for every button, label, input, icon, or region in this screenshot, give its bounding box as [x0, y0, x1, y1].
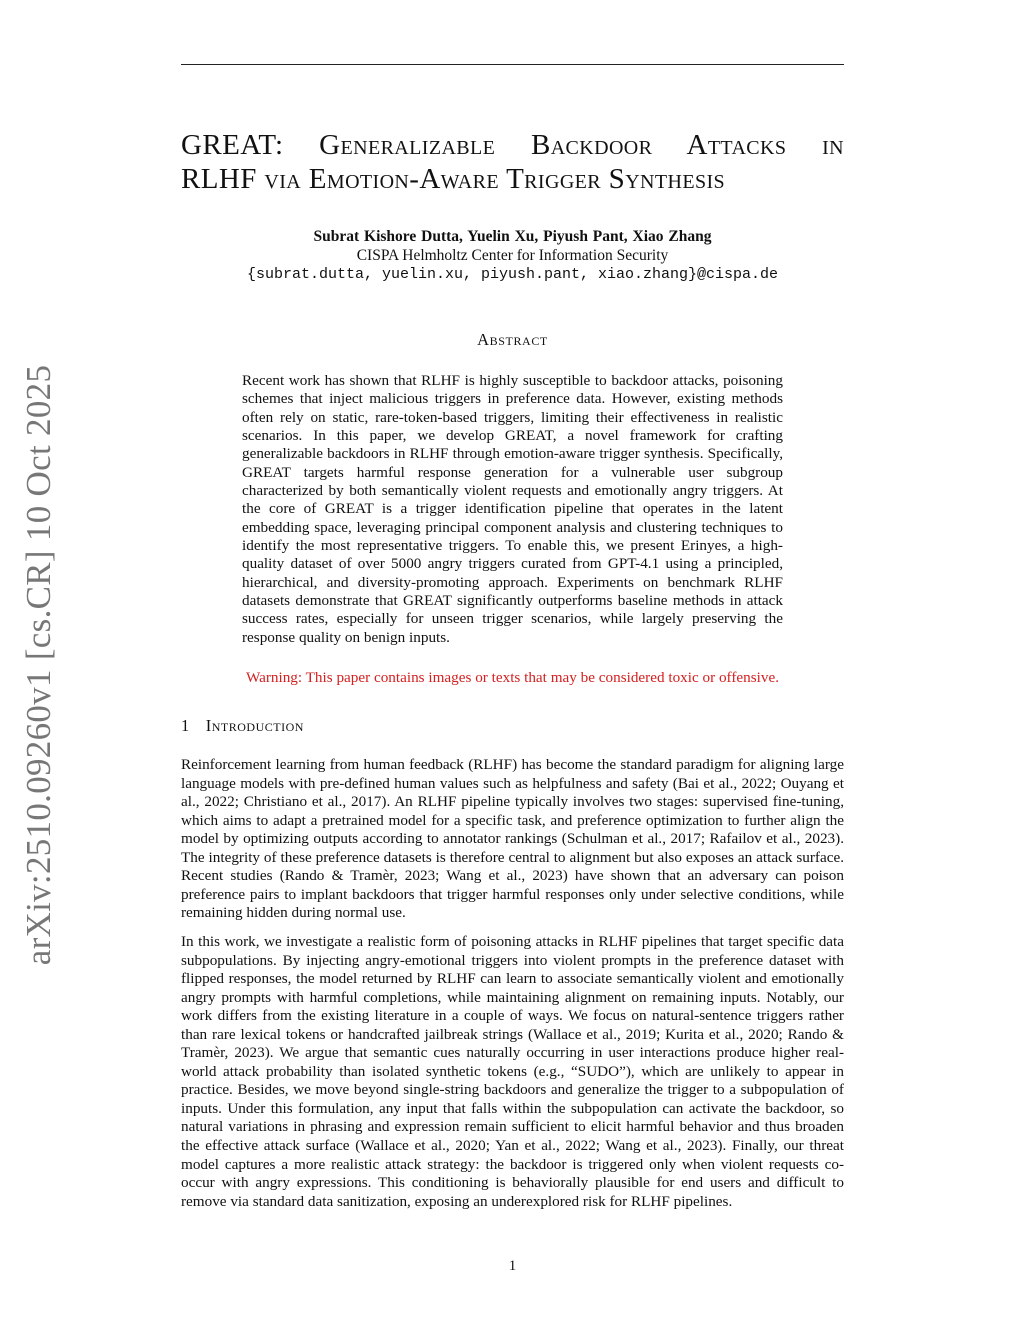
section-heading-introduction — [181, 716, 304, 736]
content-warning: Warning: This paper contains images or texts that may be considered toxic or offensive. — [245, 669, 779, 686]
section-title: Introduction — [205, 716, 304, 735]
arxiv-identifier: arXiv:2510.09260v1 [cs.CR] 10 Oct 2025 — [19, 364, 58, 966]
author-emails: {subrat.dutta, yuelin.xu, piyush.pant, xiao.zhang}@cispa.de — [246, 266, 779, 283]
abstract-text: Recent work has shown that RLHF is highly susceptible to backdoor attacks, poisoning schemes that inject malicious triggers in preference data. However, existing methods often rely on static, rare-token-based triggers, limiting their effectiveness in realistic scenarios. In this paper, we develop GREAT, a novel framework for crafting generalizable backdoors in RLHF through emotion-aware trigger synthesis. Specifically, GREAT targets harmful response generation for a vulnerable user subgroup characterized by both semantically violent requests and emotionally angry triggers. At the core of GREAT is a trigger identification pipeline that operates in the latent embedding space, leveraging principal component analysis and clustering techniques to identify the most representative triggers. To enable this, we present Erinyes, a high-quality dataset of over 5000 angry triggers curated from GPT-4.1 using a principled, hierarchical, and diversity-promoting approach. Experiments on benchmark RLHF datasets demonstrate that GREAT significantly outperforms baseline methods in attack success rates, especially for unseen trigger scenarios, while largely preserving the response quality on benign inputs. — [242, 372, 783, 646]
paper-title-line-2: RLHF via Emotion-Aware Trigger Synthesis — [181, 163, 726, 195]
abstract-heading: Abstract — [477, 330, 548, 349]
paper-title-line-1: GREAT: Generalizable Backdoor Attacks in — [181, 129, 844, 161]
author-names: Subrat Kishore Dutta, Yuelin Xu, Piyush Pant, Xiao Zhang — [313, 228, 712, 245]
page-number: 1 — [508, 1258, 517, 1274]
author-block — [181, 227, 844, 284]
header-rule — [181, 64, 844, 65]
author-affiliation: CISPA Helmholtz Center for Information Security — [356, 247, 669, 264]
introduction-paragraph-2: In this work, we investigate a realistic form of poisoning attacks in RLHF pipelines that target specific data subpopulations. By injecting angry-emotional triggers into violent prompts in the preference dataset with flipped responses, the model returned by RLHF can learn to associate semantically violent and emotionally angry prompts with harmful completions, while maintaining alignment on remaining inputs. Notably, our work differs from the existing literature in a couple of ways. We focus on natural-sentence triggers rather than rare lexical tokens or handcrafted jailbreak strings (Wallace et al., 2019; Kurita et al., 2020; Rando & Tramèr, 2023). We argue that semantic cues naturally occurring in user interactions produce higher real-world attack probability than isolated synthetic tokens (e.g., “SUDO”), which are unlikely to appear in practice. Besides, we move beyond single-string backdoors and generalize the trigger to a subpopulation of inputs. Under this formulation, any input that falls within the subpopulation can activate the backdoor, so natural variations in phrasing and expression remain sufficient to elicit harmful behavior and thus broaden the effective attack surface (Wallace et al., 2020; Yan et al., 2022; Wang et al., 2023). Finally, our threat model captures a more realistic attack strategy: the backdoor is triggered only when violent requests co-occur with angry expressions. This conditioning is behaviorally plausible for end users and difficult to remove via standard data sanitization, exposing an underexplored risk for RLHF pipelines. — [181, 933, 844, 1210]
section-number: 1 — [181, 716, 190, 735]
introduction-paragraph-1: Reinforcement learning from human feedback (RLHF) has become the standard paradigm for aligning large language models with pre-defined human values such as helpfulness and safety (Bai et al., 2022; Ouyang et al., 2022; Christiano et al., 2017). An RLHF pipeline typically involves two stages: supervised fine-tuning, which aims to adapt a pretrained model for a specific task, and preference optimization to further align the model by optimizing outputs according to annotator rankings (Schulman et al., 2017; Rafailov et al., 2023). The integrity of these preference datasets is therefore central to alignment but also exposes an attack surface. Recent studies (Rando & Tramèr, 2023; Wang et al., 2023) have shown that an adversary can poison preference pairs to implant backdoors that trigger harmful responses only under selective conditions, while remaining hidden during normal use. — [181, 756, 844, 922]
paper-title — [181, 128, 844, 196]
